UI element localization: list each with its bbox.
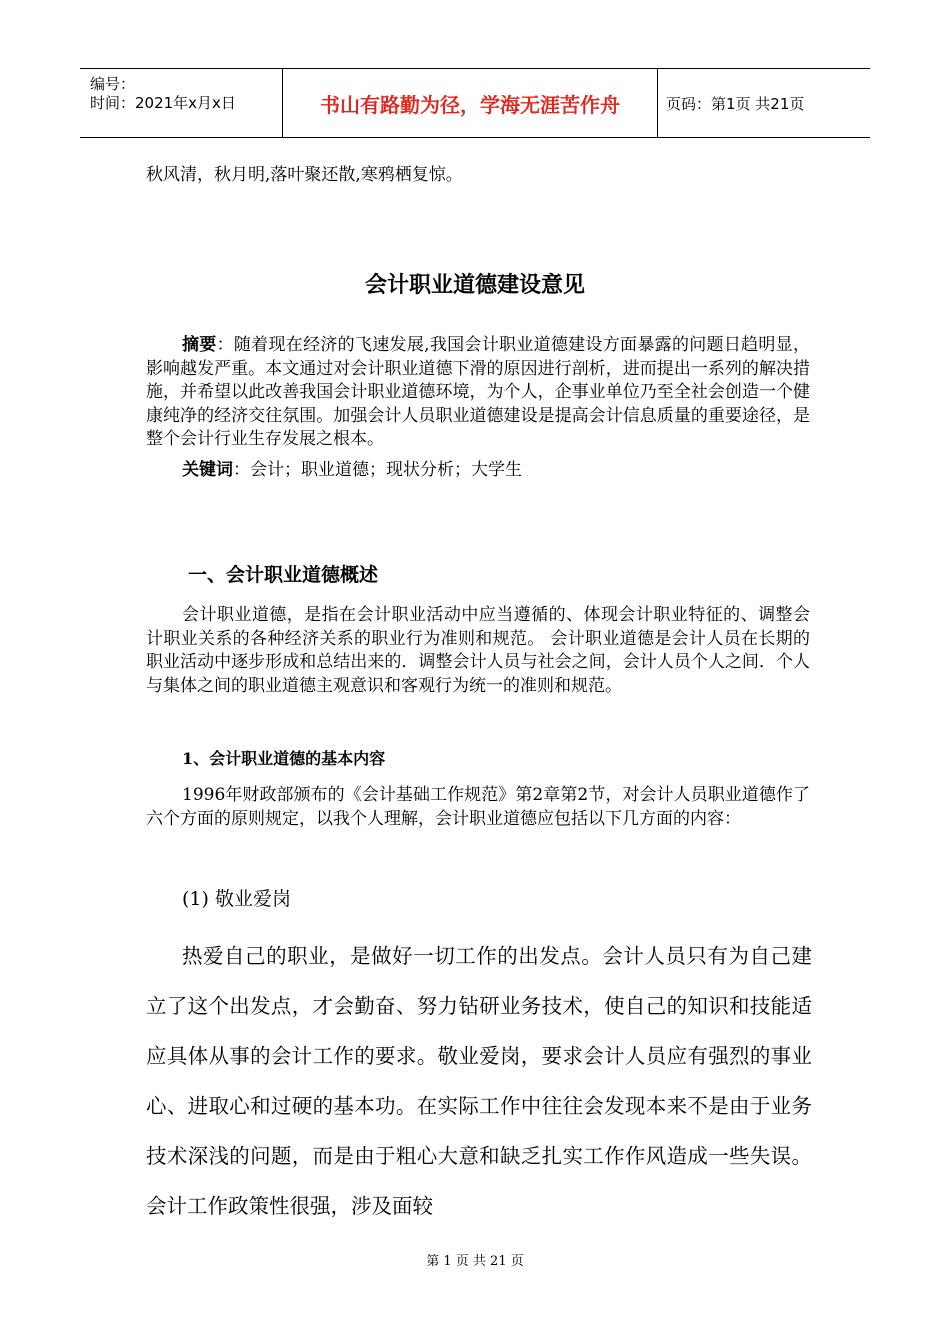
page-footer: 第 1 页 共 21 页 (426, 1254, 524, 1269)
section-paragraph: 会计职业道德，是指在会计职业活动中应当遵循的、体现会计职业特征的、调整会计职业关系的各种经济关系的职业行为准则和规范。 会计职业道德是会计人员在长期的职业活动中逐步形成和总结出来的．调整会计人员与社会之间，会计人员个人之间．个人与集体之间的职业道德主观意识和客观行为统一的准则和规范。 (146, 605, 810, 696)
code-label: 编号： (90, 75, 136, 93)
verse-line: 秋风清，秋月明,落叶聚还散,寒鸦栖复惊。 (146, 165, 463, 185)
section-heading: 一、会计职业道德概述 (188, 564, 379, 586)
header-motto: 书山有路勤为径，学海无涯苦作舟 (283, 69, 658, 137)
abstract-paragraph (146, 334, 810, 452)
time-label: 时间：2021年x月x日 (90, 94, 236, 112)
header-table (80, 68, 870, 138)
keywords-text: ：会计；职业道德；现状分析；大学生 (233, 460, 522, 480)
keywords-label: 关键词 (182, 460, 233, 480)
subsection-heading: 1、会计职业道德的基本内容 (182, 749, 386, 768)
abstract-text: ：随着现在经济的飞速发展,我国会计职业道德建设方面暴露的问题日趋明显，影响越发严重。本文通过对会计职业道德下滑的原因进行剖析，进而提出一系列的解决措施，并希望以此改善我国会计职业道德环境，为个人，企事业单位乃至全社会创造一个健康纯净的经济交往氛围。加强会计人员职业道德建设是提高会计信息质量的重要途径，是整个会计行业生存发展之根本。 (146, 335, 811, 449)
header-info-cell (80, 69, 283, 137)
subsection-paragraph: 1996年财政部颁布的《会计基础工作规范》第2章第2节，对会计人员职业道德作了六个方面的原则规定，以我个人理解，会计职业道德应包括以下几方面的内容： (146, 785, 810, 829)
document-title: 会计职业道德建设意见 (364, 272, 585, 298)
keywords-paragraph (146, 459, 810, 483)
item-heading: (1) 敬业爱岗 (182, 888, 291, 910)
item-paragraph: 热爱自己的职业，是做好一切工作的出发点。会计人员只有为自己建立了这个出发点，才会勤奋、努力钻研业务技术，使自己的知识和技能适应具体从事的会计工作的要求。敬业爱岗，要求会计人员应有强烈的事业心、进取心和过硬的基本功。在实际工作中往往会发现本来不是由于业务技术深浅的问题，而是由于粗心大意和缺乏扎实工作作风造成一些失误。会计工作政策性很强，涉及面较 (146, 944, 812, 1218)
header-page-label: 页码：第1页 共21页 (666, 94, 805, 113)
abstract-label: 摘要 (182, 335, 217, 355)
